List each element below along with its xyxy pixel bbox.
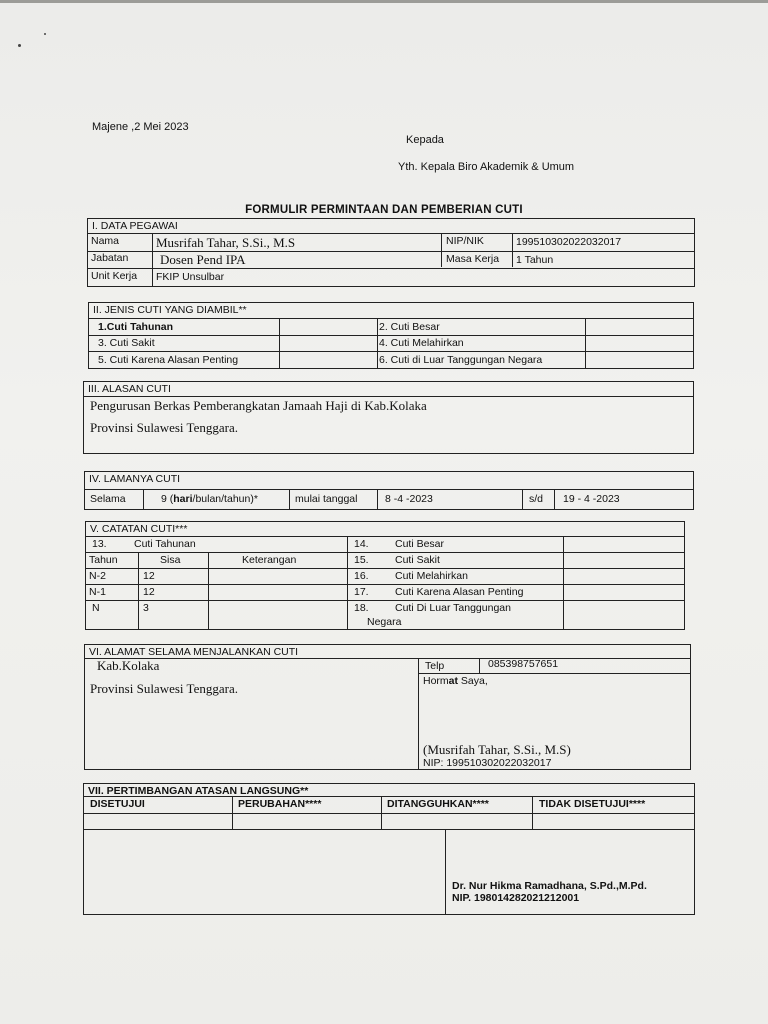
- approver-nip: NIP. 198014282021212001: [452, 892, 580, 904]
- annual-label: Cuti Tahunan: [134, 538, 196, 550]
- cuti-type-item: 4. Cuti Melahirkan: [379, 337, 464, 349]
- other-label: Cuti Besar: [395, 538, 445, 550]
- section-title: II. JENIS CUTI YANG DIAMBIL**: [93, 304, 247, 316]
- cuti-type-item: 6. Cuti di Luar Tanggungan Negara: [379, 354, 543, 366]
- section-title: V. CATATAN CUTI***: [90, 523, 188, 535]
- section-title: VII. PERTIMBANGAN ATASAN LANGSUNG**: [88, 785, 309, 797]
- selama-label: Selama: [90, 493, 126, 505]
- other-no: 18.: [354, 602, 369, 614]
- unit-label: Unit Kerja: [91, 270, 138, 282]
- section-data-pegawai: [87, 218, 695, 287]
- cuti-type-item: 1.Cuti Tahunan: [98, 321, 174, 333]
- form-title: FORMULIR PERMINTAAN DAN PEMBERIAN CUTI: [245, 204, 523, 216]
- section-jenis-cuti: [88, 302, 694, 369]
- col-sisa: Sisa: [160, 554, 181, 566]
- address-line-2: Provinsi Sulawesi Tenggara.: [90, 681, 238, 696]
- place-date: Majene ,2 Mei 2023: [92, 121, 189, 133]
- nama-label: Nama: [91, 235, 120, 247]
- duration-value: 9 (hari/bulan/tahun)*: [161, 493, 258, 505]
- recipient: Yth. Kepala Biro Akademik & Umum: [398, 161, 575, 173]
- to-label: Kepada: [406, 134, 444, 146]
- cuti-type-item: 3. Cuti Sakit: [98, 337, 155, 349]
- approver-name: Dr. Nur Hikma Ramadhana, S.Pd.,M.Pd.: [452, 880, 647, 892]
- nama-value: Musrifah Tahar, S.Si., M.S: [156, 235, 296, 250]
- other-label: Cuti Di Luar Tanggungan: [395, 602, 511, 614]
- section-title: IV. LAMANYA CUTI: [89, 473, 181, 485]
- hormat-saya: Hormat Saya,: [423, 675, 488, 687]
- section-pertimbangan-atasan: [83, 783, 695, 915]
- unit-value: FKIP Unsulbar: [156, 271, 225, 283]
- mulai-label: mulai tanggal: [295, 493, 358, 505]
- masa-kerja-value: 1 Tahun: [516, 254, 554, 266]
- sisa-cell: 12: [143, 570, 155, 582]
- section-title: I. DATA PEGAWAI: [92, 220, 178, 232]
- telp-label: Telp: [425, 660, 445, 672]
- signer-name: (Musrifah Tahar, S.Si., M.S): [423, 742, 571, 757]
- other-label: Cuti Sakit: [395, 554, 440, 566]
- masa-kerja-label: Masa Kerja: [446, 253, 500, 265]
- alasan-line-2: Provinsi Sulawesi Tenggara.: [90, 420, 238, 435]
- other-label: Cuti Karena Alasan Penting: [395, 586, 524, 598]
- alasan-line-1: Pengurusan Berkas Pemberangkatan Jamaah Haji di Kab.Kolaka: [90, 398, 427, 413]
- col-perubahan: PERUBAHAN****: [238, 798, 322, 810]
- col-tahun: Tahun: [89, 554, 118, 566]
- other-no: 14.: [354, 538, 369, 550]
- address-line-1: Kab.Kolaka: [97, 658, 160, 673]
- scan-speck: [18, 44, 21, 47]
- section-alamat-cuti: [84, 644, 691, 770]
- scan-speck: [44, 33, 46, 35]
- jabatan-value: Dosen Pend IPA: [160, 252, 246, 267]
- nip-label: NIP/NIK: [446, 235, 484, 247]
- section-lamanya-cuti: [84, 471, 694, 510]
- nip-value: 199510302022032017: [516, 236, 622, 248]
- telp-value: 085398757651: [488, 658, 559, 670]
- page-top-edge: [0, 0, 768, 3]
- other-label: Cuti Melahirkan: [395, 570, 468, 582]
- section-catatan-cuti: [85, 521, 685, 630]
- col-disetujui: DISETUJUI: [90, 798, 145, 810]
- sd-label: s/d: [529, 493, 544, 505]
- section-title: III. ALASAN CUTI: [88, 383, 171, 395]
- col-keterangan: Keterangan: [242, 554, 297, 566]
- other-label-wrap: Negara: [367, 616, 402, 628]
- jabatan-label: Jabatan: [91, 252, 129, 264]
- sisa-cell: 3: [143, 602, 149, 614]
- other-no: 15.: [354, 554, 369, 566]
- signer-nip: NIP: 199510302022032017: [423, 757, 552, 769]
- cuti-type-item: 2. Cuti Besar: [379, 321, 440, 333]
- sisa-cell: 12: [143, 586, 155, 598]
- section-alasan-cuti: [83, 381, 694, 454]
- tahun-cell: N: [92, 602, 100, 614]
- annual-no: 13.: [92, 538, 107, 550]
- other-no: 16.: [354, 570, 369, 582]
- col-tidak-disetujui: TIDAK DISETUJUI****: [539, 798, 646, 810]
- tahun-cell: N-1: [89, 586, 106, 598]
- other-no: 17.: [354, 586, 369, 598]
- cuti-type-item: 5. Cuti Karena Alasan Penting: [98, 354, 239, 366]
- col-ditangguhkan: DITANGGUHKAN****: [387, 798, 489, 810]
- end-date: 19 - 4 -2023: [563, 493, 620, 505]
- tahun-cell: N-2: [89, 570, 106, 582]
- start-date: 8 -4 -2023: [385, 493, 433, 505]
- section-title: VI. ALAMAT SELAMA MENJALANKAN CUTI: [89, 646, 299, 658]
